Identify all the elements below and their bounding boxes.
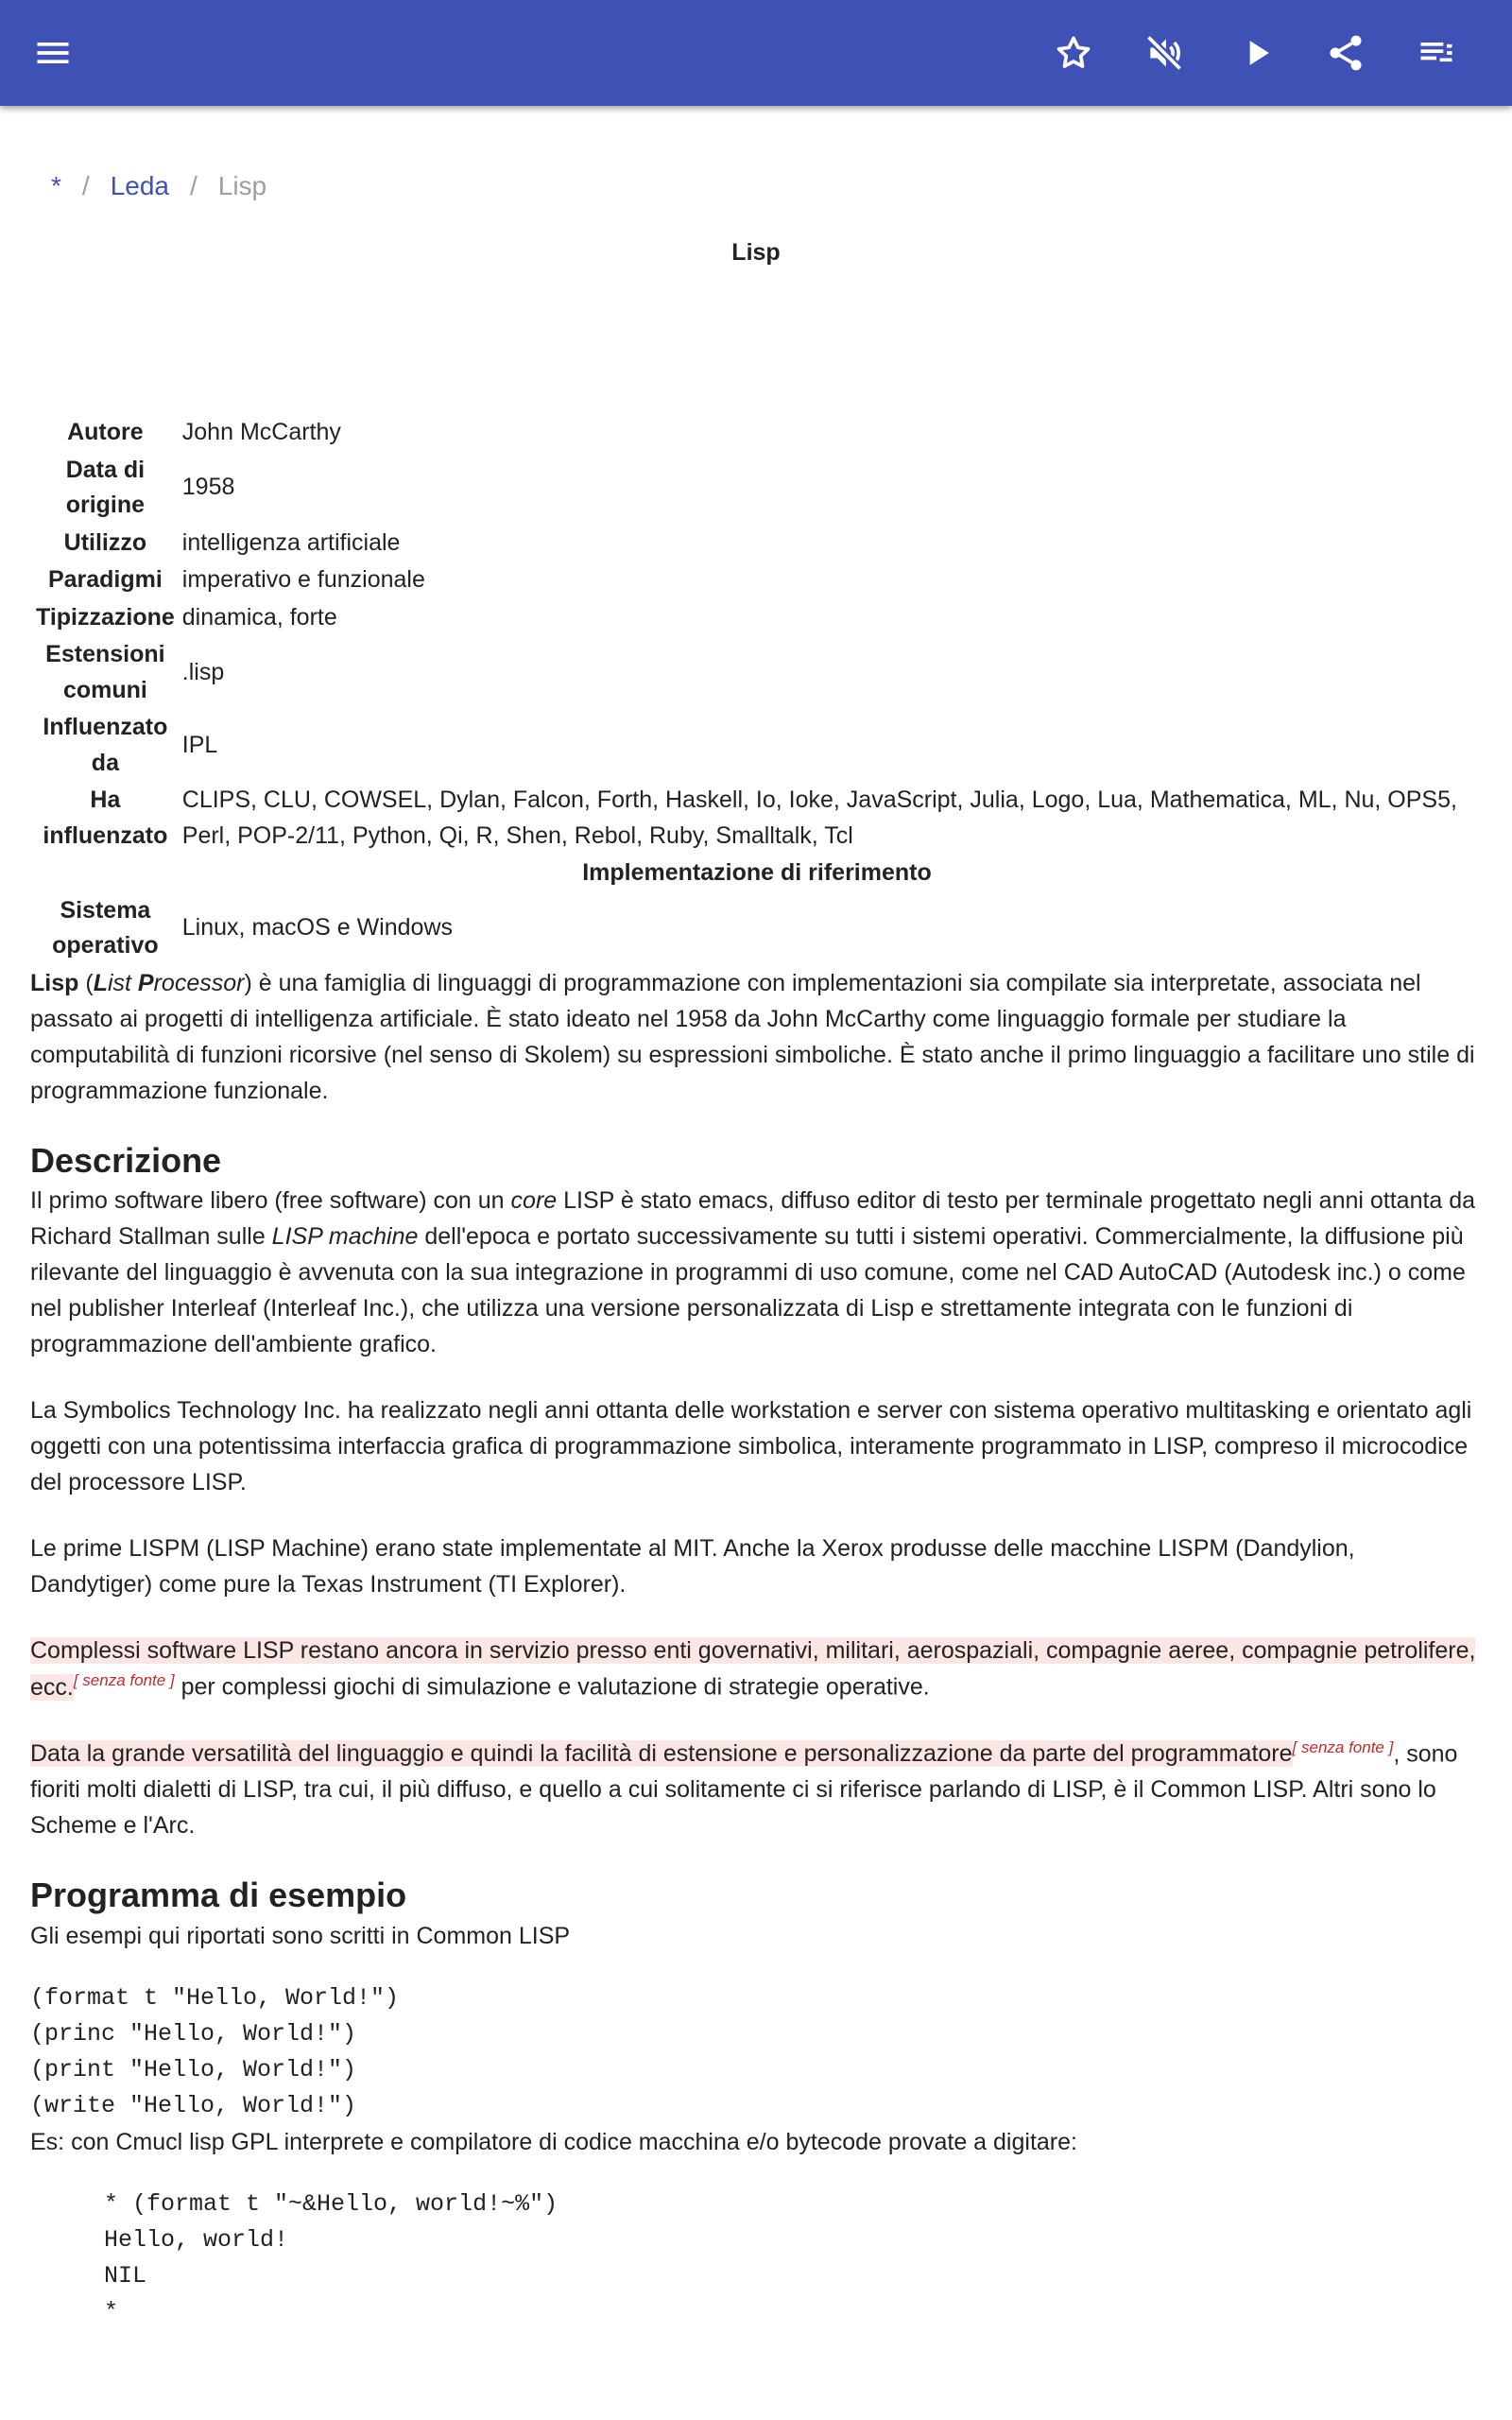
infobox-value[interactable]: IPL (181, 731, 218, 758)
infobox-value[interactable]: intelligenza artificiale (181, 528, 401, 556)
infobox-row (32, 892, 1482, 965)
section-heading-esempio: Programma di esempio (30, 1875, 407, 1914)
citation-needed[interactable]: [ senza fonte ] (73, 1671, 175, 1690)
italic-term: core (510, 1187, 558, 1215)
paragraph: Le prime LISPM (LISP Machine) erano state implementate al MIT. Anche la Xerox produsse delle macchine LISPM (Dandylion, Dandytiger) come pure la Texas Instrument (TI Explorer). (30, 1535, 1355, 1599)
paragraph (30, 1736, 1482, 1843)
infobox-row (32, 414, 1482, 452)
intro-text: ) è una famiglia di linguaggi di programmazione con implementazioni sia compilate sia interpretate, associata nel passato ai progetti di intelligenza artificiale. È stato ideato nel 1958 da John McCarthy come linguaggio formale per studiare la computabilità di funzioni ricorsive (nel senso di Skolem) su espressioni simboliche. È stato anche il primo linguaggio a facilitare uno stile di programmazione funzionale. (30, 969, 1475, 1104)
unsourced-highlight: Complessi software LISP restano ancora in servizio presso enti governativi, militari, aerospaziali, compagnie aeree, compagnie petrolifere, ecc. (30, 1637, 1476, 1701)
infobox-value: 1958 (181, 474, 235, 501)
infobox-value: .lisp (181, 658, 225, 685)
intro-paragraph (30, 965, 1482, 1109)
breadcrumb-root[interactable]: * (51, 170, 61, 200)
menu-icon[interactable] (26, 26, 79, 79)
intro-text: ( (78, 969, 94, 996)
paragraph: Gli esempi qui riportati sono scritti in Common LISP (30, 1922, 571, 1949)
breadcrumb-separator: / (189, 170, 198, 200)
infobox-row (32, 782, 1482, 855)
infobox-key: Data di origine (65, 456, 146, 518)
code-block: (format t "Hello, World!") (princ "Hello, World!") (print "Hello, World!") (write "Hello, World!") (30, 1983, 400, 2119)
code-block: * (format t "~&Hello, world!~%") Hello, world! NIL * (104, 2189, 558, 2325)
breadcrumb-current: Lisp (217, 170, 267, 200)
intro-initial-l: L (93, 969, 108, 996)
intro-initial-p: P (137, 969, 154, 996)
unsourced-highlight: Data la grande versatilità del linguaggio e quindi la facilità di estensione e personalizzazione da parte del programmatore (30, 1739, 1293, 1767)
intro-expansion-part: rocessor (153, 969, 245, 996)
italic-term: LISP machine (271, 1223, 419, 1251)
infobox-key: Autore (67, 419, 144, 445)
intro-expansion (94, 970, 245, 996)
text: Il primo software libero (free software) con un (30, 1187, 511, 1215)
text: LISP è stato emacs, diffuso editor di testo per terminale progettato negli anni ottanta da Richard Stallman sulle (30, 1187, 1476, 1251)
infobox-value[interactable]: CLIPS, CLU, COWSEL, Dylan, Falcon, Forth, Haskell, Io, Ioke, JavaScript, Julia, Logo, Lua, Mathematica, ML, Nu, OPS5, Perl, POP-2/11, Python, Qi, R, Shen, Rebol, Ruby, Smalltalk, Tcl (181, 786, 1457, 849)
paragraph (30, 1633, 1482, 1704)
infobox-title: Lisp (731, 239, 781, 266)
citation-needed[interactable]: [ senza fonte ] (1292, 1737, 1394, 1756)
share-icon[interactable] (1319, 26, 1372, 79)
infobox-value[interactable]: dinamica, forte (181, 603, 337, 631)
infobox-section-title: Implementazione di riferimento (582, 859, 932, 886)
infobox-image-area (30, 272, 1482, 414)
paragraph (30, 1183, 1482, 1362)
section-heading-descrizione: Descrizione (30, 1140, 222, 1180)
intro-term: Lisp (30, 969, 79, 996)
infobox-key: Sistema operativo (52, 896, 159, 959)
infobox-row (32, 709, 1482, 782)
text: , sono fioriti molti dialetti di LISP, tra cui, il più diffuso, e quello a cui solitamente ci si riferisce parlando di LISP, è il Common LISP. Altri sono lo Scheme e l'Arc. (30, 1739, 1458, 1839)
breadcrumb-parent[interactable]: Leda (110, 170, 169, 200)
infobox-key: Paradigmi (47, 566, 163, 593)
infobox-key: Estensioni comuni (45, 641, 165, 703)
star-outline-icon[interactable] (1047, 26, 1100, 79)
infobox-value[interactable]: Linux, macOS e Windows (181, 914, 453, 942)
playlist-icon[interactable] (1410, 26, 1463, 79)
text: dell'epoca e portato successivamente su tutti i sistemi operativi. Commercialmente, la diffusione più rilevante del linguaggio è avvenuta con la sua integrazione in programmi di uso comune, come nel CAD AutoCAD (Autodesk inc.) o come nel publisher Interleaf (Interleaf Inc.), che utilizza una versione personalizzata di Lisp e strettamente integrata con le funzioni di programmazione dell'ambiente grafico. (30, 1223, 1466, 1358)
volume-off-icon[interactable] (1138, 26, 1191, 79)
infobox-row (32, 562, 1482, 599)
infobox-value[interactable]: imperativo e funzionale (181, 566, 425, 593)
paragraph: La Symbolics Technology Inc. ha realizzato negli anni ottanta delle workstation e server con sistema operativo multitasking e orientato agli oggetti con una potentissima interfaccia grafica di programmazione simbolica, interamente programmato in LISP, compreso il microcodice del processore LISP. (30, 1397, 1472, 1496)
infobox-key: Utilizzo (63, 528, 147, 556)
paragraph: Es: con Cmucl lisp GPL interprete e compilatore di codice macchina e/o bytecode provate a digitare: (30, 2128, 1077, 2155)
infobox-key: Influenzato da (43, 714, 168, 776)
infobox-value: John McCarthy (181, 419, 341, 445)
infobox-row (32, 636, 1482, 709)
breadcrumb-separator: / (81, 170, 90, 200)
infobox-table (32, 414, 1482, 965)
app-bar (0, 0, 1512, 106)
play-icon[interactable] (1230, 26, 1283, 79)
article-content (30, 106, 1482, 2330)
intro-expansion-part: ist (107, 969, 138, 996)
infobox-key: Ha influenzato (43, 786, 168, 849)
infobox-row (32, 599, 1482, 637)
infobox-row (32, 525, 1482, 562)
text: per complessi giochi di simulazione e valutazione di strategie operative. (174, 1673, 930, 1701)
infobox-section-row (32, 855, 1482, 892)
breadcrumb (30, 166, 1482, 206)
infobox-key: Tipizzazione (36, 603, 175, 631)
infobox-row (32, 452, 1482, 525)
